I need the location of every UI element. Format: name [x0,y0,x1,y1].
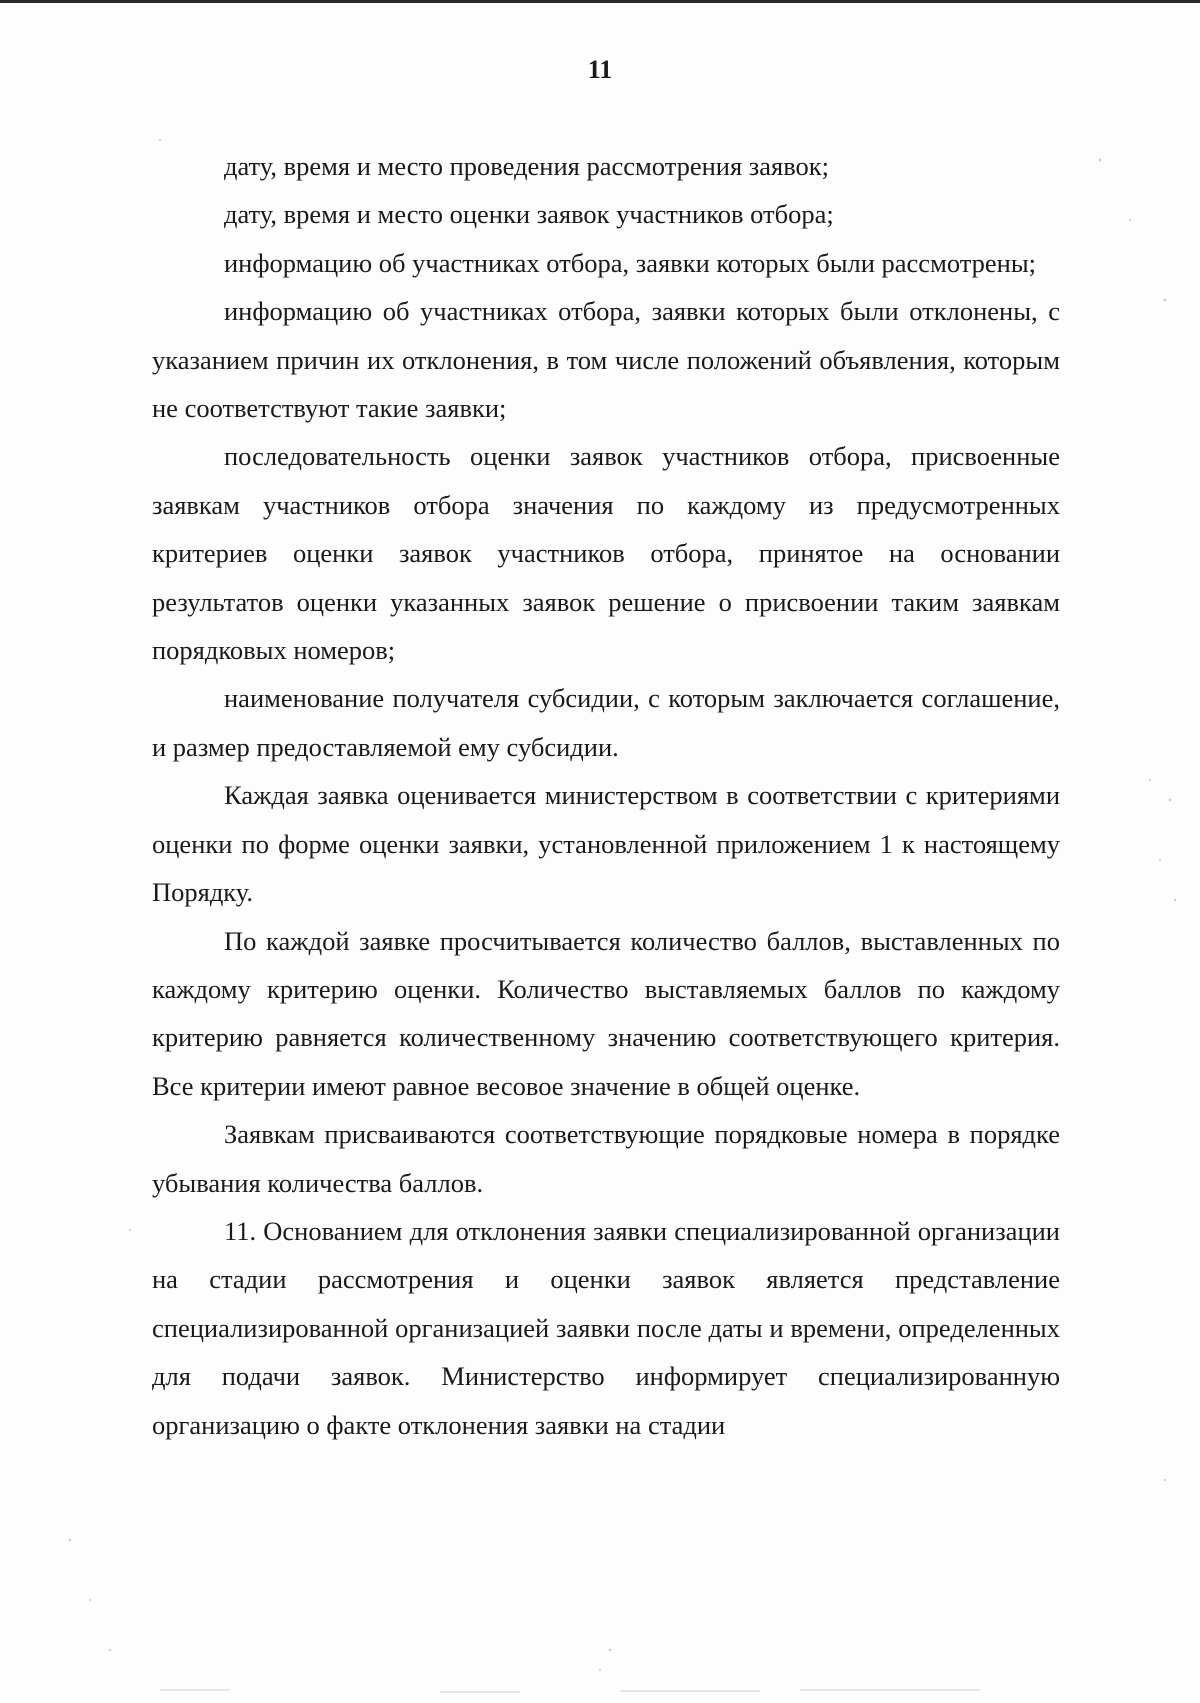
document-body [152,142,1060,1449]
paragraph: информацию об участниках отбора, заявки которых были отклонены, с указанием причин их отклонения, в том числе положений объявления, которым не соответствуют такие заявки; [152,296,1060,424]
page-number: 11 [587,55,613,84]
paragraph: дату, время и место проведения рассмотрения заявок; [224,151,830,181]
top-border-line [0,0,1200,3]
paragraph: По каждой заявке просчитывается количество баллов, выставленных по каждому критерию оценки. Количество выставляемых баллов по каждому критерию равняется количественному значению соответствующего критерия. Все критерии имеют равное весовое значение в общей оценке. [152,925,1060,1101]
paragraph: 11. Основанием для отклонения заявки специализированной организации на стадии рассмотрения и оценки заявок является представление специализированной организацией заявки после даты и времени, определенных для подачи заявок. Министерство информирует специализированную организацию о факте отклонения заявки на стадии [152,1215,1060,1440]
paragraph: информацию об участниках отбора, заявки которых были рассмотрены; [224,247,1037,278]
paragraph: Каждая заявка оценивается министерством в соответствии с критериями оценки по форме оценки заявки, установленной приложением 1 к настоящему Порядку. [152,780,1060,908]
paragraph: Заявкам присваиваются соответствующие порядковые номера в порядке убывания количества баллов. [152,1119,1060,1198]
paragraph: последовательность оценки заявок участников отбора, присвоенные заявкам участников отбора значения по каждому из предусмотренных критериев оценки заявок участников отбора, принятое на основании результатов оценки указанных заявок решение о присвоении таким заявкам порядковых номеров; [152,441,1060,666]
paragraph: дату, время и место оценки заявок участников отбора; [224,199,834,230]
paragraph: наименование получателя субсидии, с которым заключается соглашение, и размер предоставляемой ему субсидии. [152,683,1060,762]
